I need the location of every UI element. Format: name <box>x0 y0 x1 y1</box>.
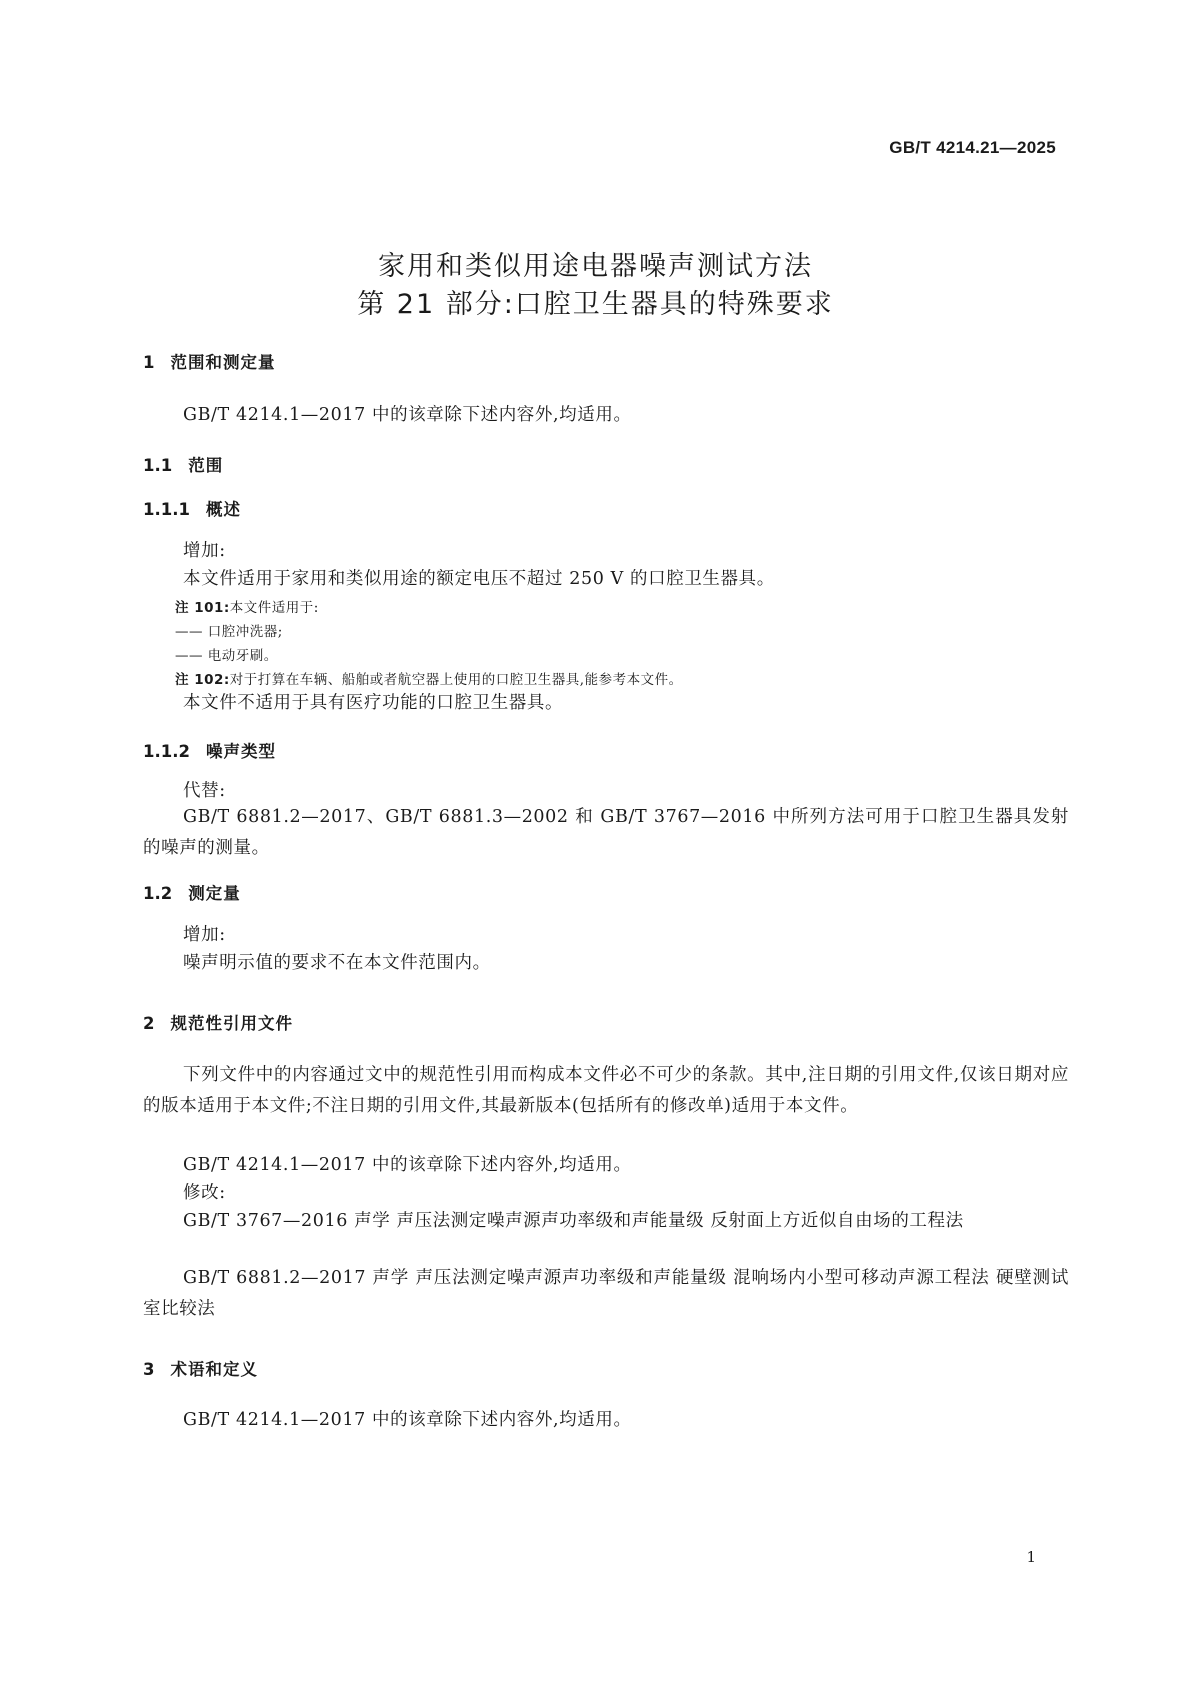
heading-section-1-1-1 <box>143 496 241 520</box>
note-label: 注 101: <box>175 600 230 616</box>
document-title-line-2: 第 21 部分:口腔卫生器具的特殊要求 <box>357 289 834 320</box>
section-number: 1 <box>143 353 155 372</box>
note-text: 对于打算在车辆、船舶或者航空器上使用的口腔卫生器具,能参考本文件。 <box>229 672 683 688</box>
paragraph: 增加: <box>183 925 226 945</box>
note-101 <box>175 596 319 616</box>
heading-section-1-1-2 <box>143 738 276 762</box>
paragraph: 本文件适用于家用和类似用途的额定电压不超过 250 V 的口腔卫生器具。 <box>183 569 775 589</box>
note-102 <box>175 668 683 688</box>
paragraph: GB/T 6881.2—2017、GB/T 6881.3—2002 和 GB/T 3767—2016 中所列方法可用于口腔卫生器具发射的噪声的测量。 <box>143 807 1069 858</box>
section-number: 3 <box>143 1360 155 1379</box>
paragraph: 下列文件中的内容通过文中的规范性引用而构成本文件必不可少的条款。其中,注日期的引用文件,仅该日期对应的版本适用于本文件;不注日期的引用文件,其最新版本(包括所有的修改单)适用于本文件。 <box>143 1065 1069 1116</box>
section-title: 概述 <box>205 500 241 519</box>
heading-section-3 <box>143 1356 258 1380</box>
section-title: 范围 <box>188 456 224 475</box>
heading-section-1-1 <box>143 452 223 476</box>
paragraph: GB/T 4214.1—2017 中的该章除下述内容外,均适用。 <box>183 1410 632 1430</box>
heading-section-1 <box>143 349 275 373</box>
page-number: 1 <box>1026 1548 1036 1566</box>
document-title-line-1: 家用和类似用途电器噪声测试方法 <box>378 251 813 282</box>
note-label: 注 102: <box>175 672 230 688</box>
section-title: 范围和测定量 <box>170 353 276 372</box>
reference-entry: GB/T 4214.1—2017 中的该章除下述内容外,均适用。 <box>183 1155 632 1175</box>
reference-entry: GB/T 3767—2016 声学 声压法测定噪声源声功率级和声能量级 反射面上方近似自由场的工程法 <box>183 1211 964 1231</box>
list-item: —— 口腔冲洗器; <box>175 624 283 640</box>
section-number: 1.1.1 <box>143 500 190 519</box>
heading-section-1-2 <box>143 880 241 904</box>
paragraph: 修改: <box>183 1183 226 1203</box>
section-title: 测定量 <box>188 884 241 903</box>
reference-entry: GB/T 6881.2—2017 声学 声压法测定噪声源声功率级和声能量级 混响场内小型可移动声源工程法 硬壁测试室比较法 <box>143 1268 1069 1319</box>
paragraph: 噪声明示值的要求不在本文件范围内。 <box>183 953 491 973</box>
paragraph: 增加: <box>183 541 226 561</box>
section-title: 规范性引用文件 <box>170 1014 293 1033</box>
section-title: 噪声类型 <box>205 742 276 761</box>
list-item: —— 电动牙刷。 <box>175 648 278 664</box>
section-number: 2 <box>143 1014 155 1033</box>
note-text: 本文件适用于: <box>229 600 319 616</box>
standard-number: GB/T 4214.21—2025 <box>889 138 1056 157</box>
section-number: 1.1 <box>143 456 173 475</box>
section-number: 1.1.2 <box>143 742 190 761</box>
paragraph: 本文件不适用于具有医疗功能的口腔卫生器具。 <box>183 693 564 713</box>
heading-section-2 <box>143 1010 293 1034</box>
section-title: 术语和定义 <box>170 1360 258 1379</box>
section-number: 1.2 <box>143 884 173 903</box>
paragraph: 代替: <box>183 781 226 801</box>
paragraph: GB/T 4214.1—2017 中的该章除下述内容外,均适用。 <box>183 405 632 425</box>
